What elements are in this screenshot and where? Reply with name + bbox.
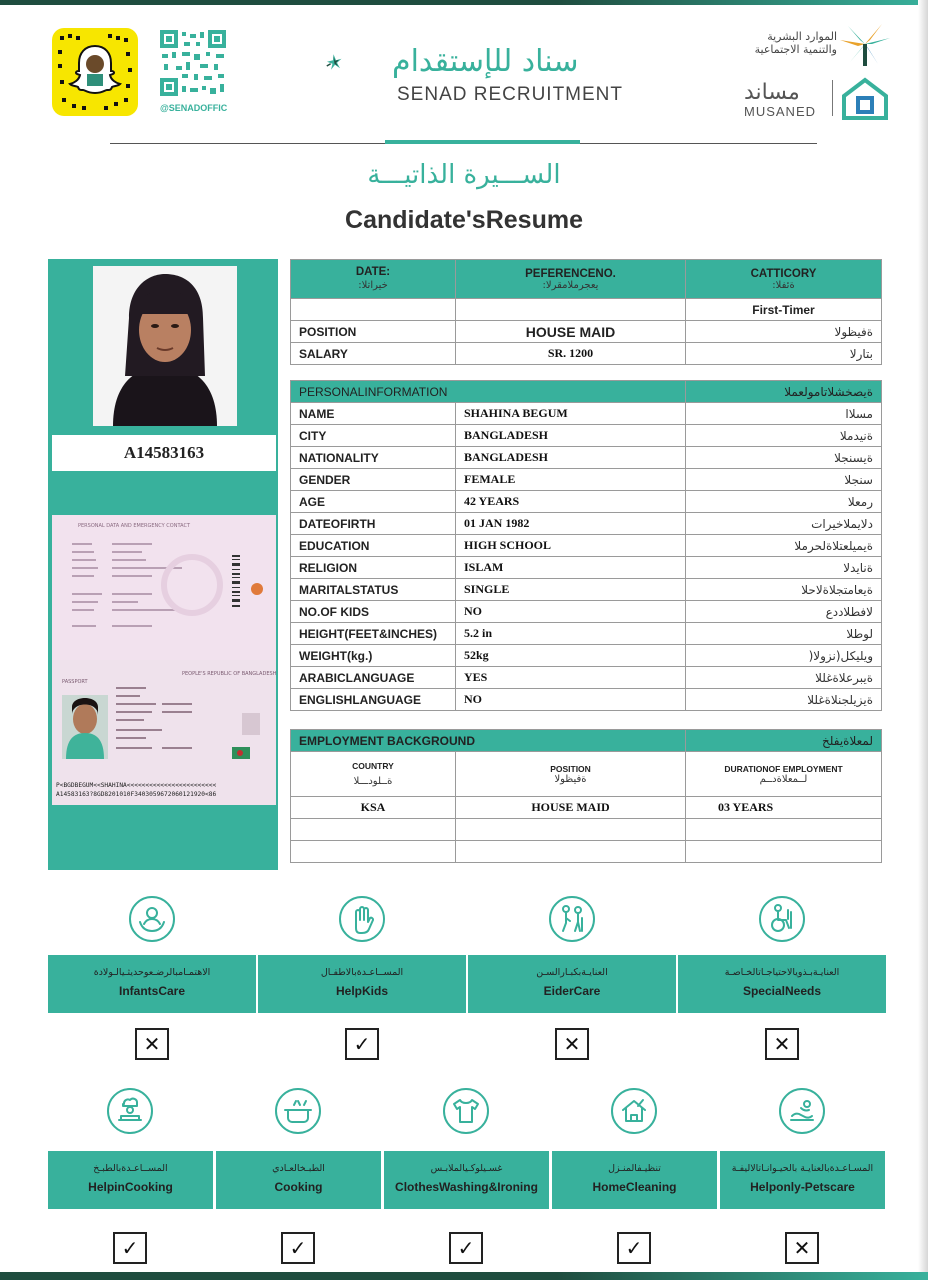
personal-info-table <box>290 380 882 711</box>
personal-info-row <box>291 447 882 469</box>
musaned-house-logo-icon <box>840 76 890 122</box>
resume-title-english: Candidate'sResume <box>345 206 583 234</box>
personal-field-label-arabic: ةيعامتجلاةلاحلا <box>686 579 882 601</box>
skill-label-box <box>48 1151 213 1209</box>
personal-field-value: BANGLADESH <box>456 447 686 469</box>
personal-field-label-arabic: مسلاا <box>686 403 882 425</box>
svg-text:PERSONAL DATA AND EMERGENCY CO: PERSONAL DATA AND EMERGENCY CONTACT <box>78 523 191 529</box>
summary-table <box>290 259 882 365</box>
employment-row <box>291 819 882 841</box>
skill-label-arabic: تنظيـفالمنـزل <box>608 1163 661 1174</box>
shirt-icon <box>443 1088 489 1134</box>
personal-field-label: NO.OF KIDS <box>291 601 456 623</box>
personal-field-value: 5.2 in <box>456 623 686 645</box>
personal-field-label-arabic: دلايملاخيرات <box>686 513 882 535</box>
date-header: DATE: :خيراتلا <box>291 260 456 299</box>
candidate-reference-number: A14583163 <box>52 435 276 471</box>
skill-label: Helponly-Petscare <box>750 1180 855 1194</box>
resume-title-arabic: الســـيرة الذاتيـــة <box>367 160 561 190</box>
personal-field-label: NATIONALITY <box>291 447 456 469</box>
personal-field-value: 42 YEARS <box>456 491 686 513</box>
skill-label-box <box>720 1151 885 1209</box>
personal-info-row <box>291 513 882 535</box>
ministry-palm-logo-icon <box>838 20 892 68</box>
employment-country <box>291 819 456 841</box>
personal-field-label-arabic: ةيميلعتلاةلحرملا <box>686 535 882 557</box>
personal-info-row <box>291 601 882 623</box>
position-label: POSITION <box>291 321 456 343</box>
salary-row <box>291 343 882 365</box>
skill-checkbox[interactable]: ✓ <box>617 1232 651 1264</box>
senad-arabic-name: سناد للإستقدام <box>392 44 579 79</box>
personal-field-value: FEMALE <box>456 469 686 491</box>
musaned-arabic-name: مساند <box>744 80 800 105</box>
employment-row <box>291 797 882 819</box>
personal-info-header <box>291 381 882 403</box>
personal-field-label: MARITALSTATUS <box>291 579 456 601</box>
personal-field-value: HIGH SCHOOL <box>456 535 686 557</box>
personal-info-row <box>291 425 882 447</box>
employment-duration <box>686 819 882 841</box>
reference-header: PEFERENCENO. :يعجرملامقرلا <box>456 260 686 299</box>
personal-info-title-arabic: ةيصخشلاتامولعملا <box>686 381 882 403</box>
personal-field-label-arabic: رمعلا <box>686 491 882 513</box>
personal-field-label: GENDER <box>291 469 456 491</box>
personal-field-label: DATEOFIRTH <box>291 513 456 535</box>
duration-column: DURATIONOF EMPLOYMENT لــمعلاةدــم <box>686 752 882 797</box>
skill-label: HomeCleaning <box>592 1180 677 1194</box>
skill-checkbox[interactable]: ✕ <box>785 1232 819 1264</box>
personal-field-label: HEIGHT(FEET&INCHES) <box>291 623 456 645</box>
position-label-arabic: ةفيظولا <box>686 321 882 343</box>
country-column: COUNTRY ةــلودـــلا <box>291 752 456 797</box>
personal-field-label: EDUCATION <box>291 535 456 557</box>
skill-label: EiderCare <box>543 984 601 998</box>
employment-position <box>456 841 686 863</box>
summary-values-row <box>291 299 882 321</box>
skill-label: InfantsCare <box>118 984 186 998</box>
personal-field-label: AGE <box>291 491 456 513</box>
senad-english-name: SENAD RECRUITMENT <box>397 84 624 105</box>
personal-field-label-arabic: ةنيدملا <box>686 425 882 447</box>
musaned-english-name: MUSANED <box>744 104 817 119</box>
candidate-photo <box>93 266 237 426</box>
employment-country: KSA <box>291 797 456 819</box>
employment-title: EMPLOYMENT BACKGROUND <box>291 730 686 752</box>
skill-label: ClothesWashing&Ironing <box>395 1180 538 1194</box>
skill-label-arabic: الطبـخالعـادي <box>272 1163 325 1174</box>
personal-field-label: NAME <box>291 403 456 425</box>
salary-value: SR. 1200 <box>456 343 686 365</box>
personal-field-value: SHAHINA BEGUM <box>456 403 686 425</box>
personal-info-row <box>291 667 882 689</box>
employment-columns-row <box>291 752 882 797</box>
skill-label: SpecialNeeds <box>742 984 822 998</box>
skill-label-box <box>384 1151 549 1209</box>
musaned-divider <box>832 80 833 116</box>
skill-label-arabic: غسـيلوكـيالملابـس <box>430 1163 503 1174</box>
employment-country <box>291 841 456 863</box>
personal-field-label-arabic: لافطلاددع <box>686 601 882 623</box>
personal-field-value: YES <box>456 667 686 689</box>
wheelchair-icon <box>759 896 805 942</box>
position-column: POSITION ةفيظولا <box>456 752 686 797</box>
skill-label-box <box>678 955 886 1013</box>
skill-checkbox[interactable]: ✓ <box>113 1232 147 1264</box>
snapchat-code <box>52 28 138 116</box>
svg-text:PEOPLE'S REPUBLIC OF BANGLADES: PEOPLE'S REPUBLIC OF BANGLADESH <box>182 671 276 677</box>
personal-field-label: ENGLISHLANGUAGE <box>291 689 456 711</box>
category-value: First-Timer <box>686 299 882 321</box>
employment-duration <box>686 841 882 863</box>
skill-label-arabic: المسـاعـدةبالعنايـة بالحيـوانـاتالاليفـة <box>731 1163 874 1174</box>
personal-field-value: SINGLE <box>456 579 686 601</box>
personal-field-label-arabic: لوطلا <box>686 623 882 645</box>
personal-field-value: ISLAM <box>456 557 686 579</box>
employment-position <box>456 819 686 841</box>
employment-row <box>291 841 882 863</box>
skill-checkbox[interactable]: ✓ <box>281 1232 315 1264</box>
pet-care-icon <box>779 1088 825 1134</box>
skill-checkbox[interactable]: ✕ <box>135 1028 169 1060</box>
salary-label: SALARY <box>291 343 456 365</box>
ministry-arabic-name: الموارد البشرية والتنمية الاجتماعية <box>754 30 837 56</box>
personal-field-label-arabic: ةيبرعلاةغللا <box>686 667 882 689</box>
skill-label-arabic: الاهتمـامبالرضـعوحديثـيالـولادة <box>93 967 211 978</box>
personal-info-row <box>291 623 882 645</box>
skill-checkbox[interactable]: ✕ <box>555 1028 589 1060</box>
personal-info-row <box>291 689 882 711</box>
baby-care-icon <box>129 896 175 942</box>
position-row <box>291 321 882 343</box>
summary-header-row <box>291 260 882 299</box>
personal-field-label-arabic: ةيسنجلا <box>686 447 882 469</box>
employment-header <box>291 730 882 752</box>
personal-info-title: PERSONALINFORMATION <box>291 381 686 403</box>
personal-field-value: BANGLADESH <box>456 425 686 447</box>
skill-label: HelpKids <box>335 984 388 998</box>
header-divider-accent <box>385 140 580 144</box>
skill-checkbox[interactable]: ✓ <box>345 1028 379 1060</box>
skill-label-arabic: المســاعـدةبالطبـخ <box>93 1163 168 1174</box>
personal-field-value: NO <box>456 601 686 623</box>
personal-info-row <box>291 403 882 425</box>
reference-value <box>456 299 686 321</box>
skill-label-arabic: العنايـةبـذويالاحتياجـاتالخـاصـة <box>724 967 840 978</box>
chef-icon <box>107 1088 153 1134</box>
hand-icon <box>339 896 385 942</box>
skill-checkbox[interactable]: ✓ <box>449 1232 483 1264</box>
personal-field-label-arabic: ةنايدلا <box>686 557 882 579</box>
category-header: CATTICORY :ةئفلا <box>686 260 882 299</box>
personal-field-value: 52kg <box>456 645 686 667</box>
personal-field-label-arabic: ةيزيلجنلاةغللا <box>686 689 882 711</box>
employment-duration: 03 YEARS <box>686 797 882 819</box>
personal-field-label-arabic: سنجلا <box>686 469 882 491</box>
cooking-pot-icon <box>275 1088 321 1134</box>
employment-position: HOUSE MAID <box>456 797 686 819</box>
personal-field-label: ARABICLANGUAGE <box>291 667 456 689</box>
personal-field-label-arabic: )ويليكل(نزولا <box>686 645 882 667</box>
qr-code <box>160 30 226 96</box>
skill-label: HelpinCooking <box>88 1180 173 1194</box>
skill-label-box <box>258 955 466 1013</box>
personal-info-row <box>291 535 882 557</box>
social-handle: @SENADOFFIC <box>160 103 228 113</box>
skill-label-arabic: المســاعـدةبالاطفـال <box>320 967 404 978</box>
personal-field-label: CITY <box>291 425 456 447</box>
bottom-accent-bar <box>0 1272 928 1280</box>
skill-label-arabic: العنايـةبكبـارالسـن <box>536 967 608 978</box>
skill-label-box <box>552 1151 717 1209</box>
position-value: HOUSE MAID <box>456 321 686 343</box>
house-cleaning-icon <box>611 1088 657 1134</box>
employment-table <box>290 729 882 863</box>
page-edge-shadow <box>918 0 928 1280</box>
personal-field-label: RELIGION <box>291 557 456 579</box>
skill-label: Cooking <box>274 1180 323 1194</box>
personal-field-value: 01 JAN 1982 <box>456 513 686 535</box>
employment-title-arabic: لمعلاةيفلخ <box>686 730 882 752</box>
skill-checkbox[interactable]: ✕ <box>765 1028 799 1060</box>
senad-star-logo-icon <box>326 18 396 108</box>
personal-info-row <box>291 469 882 491</box>
salary-label-arabic: بتارلا <box>686 343 882 365</box>
skill-label-box <box>216 1151 381 1209</box>
personal-info-row <box>291 491 882 513</box>
passport-mrz: P<BGDBEGUM<<SHAHINA<<<<<<<<<<<<<<<<<<<<<<<< A14583163?8GD8201010F3403059672060121920<86 <box>56 782 217 798</box>
personal-info-row <box>291 645 882 667</box>
personal-field-value: NO <box>456 689 686 711</box>
personal-info-row <box>291 557 882 579</box>
passport-scan <box>52 515 276 805</box>
skill-label-box <box>468 955 676 1013</box>
svg-text:PASSPORT: PASSPORT <box>62 679 88 685</box>
skill-label-box <box>48 955 256 1013</box>
elderly-icon <box>549 896 595 942</box>
personal-field-label: WEIGHT(kg.) <box>291 645 456 667</box>
top-accent-bar <box>0 0 928 5</box>
date-value <box>291 299 456 321</box>
personal-info-row <box>291 579 882 601</box>
